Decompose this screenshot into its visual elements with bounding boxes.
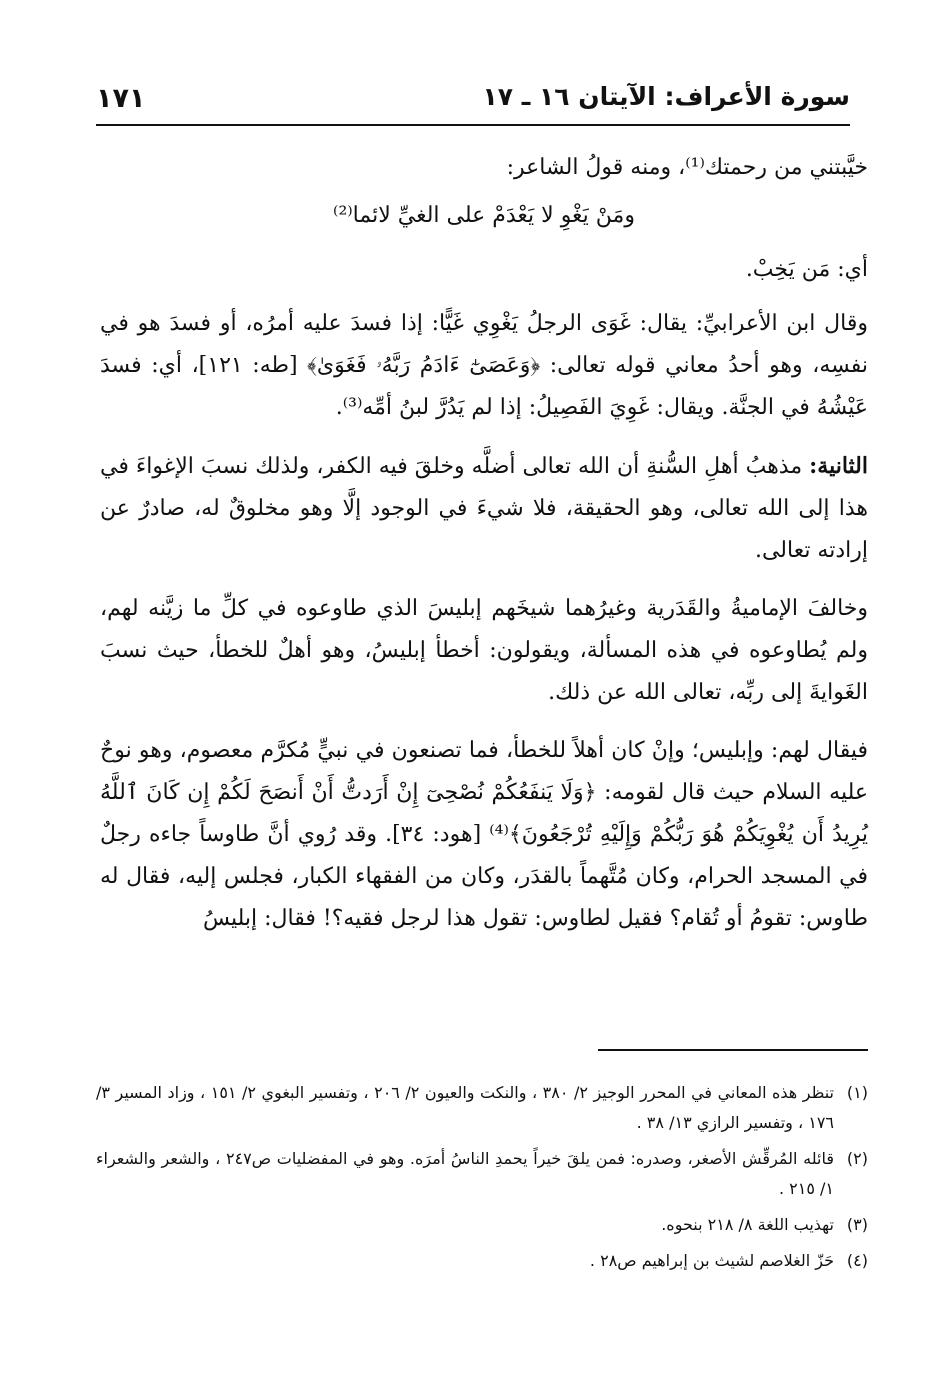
footnote — [96, 1246, 868, 1276]
footnotes — [96, 1078, 868, 1282]
footnote-number: (٣) — [846, 1215, 868, 1234]
main-text — [100, 147, 868, 956]
paragraph-4-text: مذهبُ أهلِ السُّنةِ أن الله تعالى أضلَّه وخلقَ فيه الكفر، ولذلك نسبَ الإغواءَ في هذا إلى الله تعالى، وهو الحقيقة، فلا شيءَ في الوجود إلَّا وهو مخلوقٌ له، صادرٌ عن إرادته تعالى. — [100, 454, 868, 563]
paragraph-3: وقال ابن الأعرابيِّ: يقال: غَوَى الرجلُ يَغْوِي غَيًّا: إذا فسدَ عليه أمرُه، أو فسدَ هو في نفسِه، وهو أحدُ معاني قوله تعالى: ﴿وَعَصَىٰٓ ءَادَمُ رَبَّهُۥ فَغَوَىٰ﴾ [طه: ١٢١]، أي: فسدَ عَيْشُهُ في الجنَّة. ويقال: غَوِيَ الفَصِيلُ: إذا لم يَدُرَّ لبنُ أمِّه⁽³⁾. — [100, 311, 868, 420]
sura-title: سورة الأعراف: الآيتان ١٦ ـ ١٧ — [482, 82, 850, 111]
footnote-divider — [598, 1049, 868, 1051]
paragraph-5: وخالفَ الإماميةُ والقَدَرية وغيرُهما شيخَهم إبليسَ الذي طاوعوه في كلِّ ما زيَّنه لهم، ولم يُطاوعوه في هذه المسألة، ويقولون: أخطأ إبليسُ، وهو أهلٌ للخطأ، حيث نسبَ الغَوايةَ إلى ربِّه، تعالى الله عن ذلك. — [100, 596, 868, 705]
page-number: ١٧١ — [96, 83, 146, 114]
section-lead-word: الثانية: — [809, 453, 868, 479]
footnote-number: (١) — [846, 1083, 868, 1102]
footnote-number: (٤) — [846, 1251, 868, 1270]
poetry-verse: ومَنْ يَغْوِ لا يَعْدَمْ على الغيِّ لائما⁽²⁾ — [333, 203, 635, 228]
footnote — [96, 1078, 868, 1138]
footnote-text: تنظر هذه المعاني في المحرر الوجيز ٢/ ٣٨٠ ، والنكت والعيون ٢/ ٢٠٦ ، وتفسير البغوي ٢/ ١٥١ ، وزاد المسير ٣/ ١٧٦ ، وتفسير الرازي ١٣/ ٣٨ . — [96, 1083, 834, 1132]
paragraph-6: فيقال لهم: وإبليس؛ وإنْ كان أهلاً للخطأ، فما تصنعون في نبيٍّ مُكرَّم معصوم، وهو نوحٌ عليه السلام حيث قال لقومه: ﴿وَلَا يَنفَعُكُمْ نُصْحِىٓ إِنْ أَرَدتُّ أَنْ أَنصَحَ لَكُمْ إِن كَانَ ٱللَّهُ يُرِيدُ أَن يُغْوِيَكُمْ هُوَ رَبُّكُمْ وَإِلَيْهِ تُرْجَعُونَ﴾⁽⁴⁾ [هود: ٣٤]. وقد رُوي أنَّ طاوساً جاءه رجلٌ في المسجد الحرام، وكان مُتَّهماً بالقدَر، وكان من الفقهاء الكبار، فجلس إليه، فقال له طاوس: تقومُ أو تُقام؟ فقيل لطاوس: تقول هذا لرجل فقيه؟! فقال: إبليسُ — [100, 738, 868, 931]
footnote-text: قائله المُرقِّش الأصغر، وصدره: فمن يلقَ خيراً يحمدِ الناسُ أمرَه. وهو في المفضليات ص٢٤٧ ، والشعر والشعراء ١/ ٢١٥ . — [96, 1149, 835, 1198]
footnote-number: (٢) — [846, 1149, 868, 1168]
running-header — [96, 74, 850, 126]
paragraph-1: خيَّبتني من رحمتك⁽¹⁾، ومنه قولُ الشاعر: — [506, 155, 868, 180]
footnote-text: حَزّ الغلاصم لشيث بن إبراهيم ص٢٨ . — [589, 1251, 834, 1270]
footnote — [96, 1210, 868, 1240]
footnote — [96, 1144, 868, 1204]
footnote-text: تهذيب اللغة ٨/ ٢١٨ بنحوه. — [661, 1215, 834, 1234]
paragraph-4 — [100, 445, 868, 572]
paragraph-2: أي: مَن يَخِبْ. — [745, 257, 868, 282]
